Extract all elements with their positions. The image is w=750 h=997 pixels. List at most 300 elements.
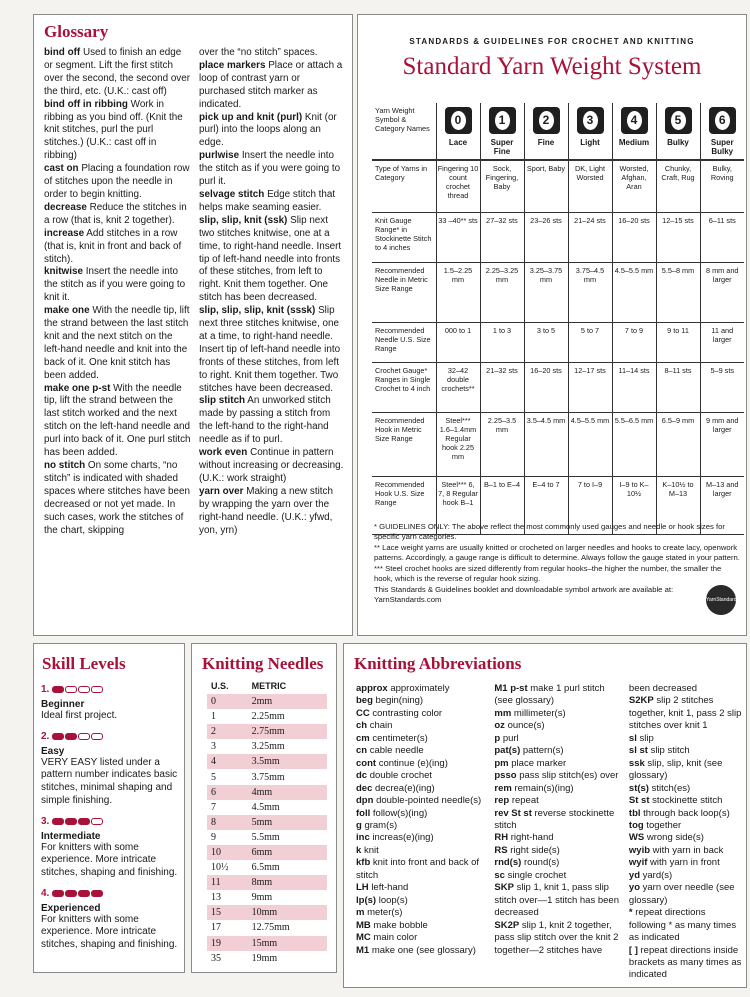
abbrev-column-3 — [629, 683, 744, 982]
abbreviation-entry — [494, 708, 623, 720]
skill-level — [41, 888, 181, 952]
yarn-supertitle: STANDARDS & GUIDELINES FOR CROCHET AND KNITTING — [409, 37, 695, 46]
needle-us-size: 13 — [211, 892, 221, 904]
abbreviation-code: psso — [494, 770, 517, 782]
needle-us-size: 10 — [207, 845, 248, 860]
abbreviation-code: rev St st — [494, 807, 532, 819]
yarn-cell: 5 to 7 — [568, 322, 612, 362]
meter-bar-filled — [78, 890, 90, 897]
yarn-cell: 16–20 sts — [612, 212, 656, 262]
abbreviation-code: sl — [628, 732, 637, 744]
abbreviation-entry — [356, 783, 488, 795]
yarn-category-1 — [480, 103, 524, 160]
abbreviation-entry — [629, 783, 744, 795]
abbreviation-entry — [629, 795, 744, 807]
yarn-row-label: Type of Yarns in Category — [372, 160, 436, 212]
yarn-cell: M–13 and larger — [700, 476, 744, 534]
yarn-cell: Sock, Fingering, Baby — [480, 160, 524, 212]
needle-metric-size: 3.25mm — [251, 741, 285, 753]
abbreviation-entry — [356, 720, 488, 732]
glossary-definition: Insert the needle into the stitch as if you were going to purl it. — [199, 150, 341, 188]
abbreviation-code: * — [628, 907, 633, 919]
glossary-definition: Placing a foundation row of stitches upon the needle in order to begin knitting. — [44, 163, 190, 200]
yarn-cell: 4.5–5.5 mm — [612, 262, 656, 322]
abbreviation-code: cm — [356, 732, 370, 744]
yarn-weight-icon — [577, 107, 604, 134]
abbreviation-meaning: stitch(es) — [651, 782, 691, 794]
abbreviation-entry — [629, 683, 744, 695]
yarn-cell: 8–11 sts — [656, 362, 700, 412]
yarn-category-name: Super Fine — [490, 138, 514, 156]
yarn-cell: 1.5–2.25 mm — [436, 262, 480, 322]
glossary-entry — [44, 305, 191, 382]
yarn-category-name: Medium — [618, 138, 650, 147]
abbreviation-code: RH — [494, 832, 509, 844]
abbreviation-meaning: slip — [639, 732, 654, 744]
needle-metric-size: 2.25mm — [251, 711, 285, 723]
yarn-category-4 — [612, 103, 656, 160]
meter-bar-empty — [78, 686, 90, 693]
abbreviation-meaning: place marker — [511, 757, 567, 769]
skill-title: Skill Levels — [42, 654, 126, 673]
abbreviation-entry — [629, 745, 744, 757]
yarn-cell: Chunky, Craft, Rug — [656, 160, 700, 212]
yarn-row — [372, 322, 744, 362]
abbreviation-entry — [356, 733, 488, 745]
abbreviation-entry — [494, 770, 623, 782]
abbreviation-meaning: wrong side(s) — [646, 832, 704, 844]
needle-metric-size: 10mm — [248, 905, 327, 920]
glossary-term: make one p-st — [44, 382, 111, 394]
yarn-cell: I–9 to K–10½ — [612, 476, 656, 534]
yarn-row — [372, 160, 744, 212]
yarn-row — [372, 362, 744, 412]
abbreviation-meaning: contrasting color — [372, 707, 443, 719]
glossary-entry — [44, 47, 191, 99]
abbreviation-code: ssk — [628, 757, 645, 769]
glossary-entry — [44, 202, 191, 228]
yarn-note: ** Lace weight yarns are usually knitted or crocheted on larger needles and hooks to create lacy, openwork patterns. Accordingly, a gauge range is difficult to determine. Always follow the gauge stated in your pattern. — [374, 543, 740, 562]
yarn-cell: 2.25–3.5 mm — [480, 412, 524, 476]
yarn-category-name: Lace — [448, 138, 468, 147]
meter-bar-filled — [52, 733, 64, 740]
needles-col-metric: METRIC — [251, 681, 287, 691]
abbreviation-meaning: single crochet — [507, 869, 567, 881]
needle-row — [207, 709, 327, 724]
yarn-category-name: Fine — [537, 138, 555, 147]
abbreviation-meaning: pass slip stitch(es) over — [519, 770, 619, 782]
meter-bar-filled — [52, 686, 64, 693]
abbreviation-code: sl st — [628, 745, 648, 757]
abbreviation-meaning: continue (e)(ing) — [378, 757, 448, 769]
glossary-term: slip, slip, slip, knit (sssk) — [199, 305, 316, 317]
abbreviation-code: ch — [356, 720, 368, 732]
abbreviation-entry — [356, 745, 488, 757]
glossary-column-2 — [199, 47, 346, 537]
abbreviation-code: CC — [356, 707, 370, 719]
abbreviation-code: st(s) — [628, 782, 649, 794]
glossary-entry — [44, 228, 191, 267]
abbreviation-meaning: repeat directions inside brackets as many times as indicated — [628, 944, 742, 981]
skill-level-number: 2. — [41, 730, 50, 742]
skill-level-name: Experienced — [41, 902, 101, 914]
abbreviation-entry — [629, 733, 744, 745]
abbreviation-code: cont — [356, 757, 377, 769]
needle-metric-size: 15mm — [248, 936, 327, 951]
abbreviation-entry — [356, 920, 488, 932]
abbreviation-code: cn — [356, 745, 368, 757]
glossary-term: no stitch — [44, 460, 86, 471]
yarn-category-2 — [524, 103, 568, 160]
yarn-cell: 32–42 double crochets** — [436, 362, 480, 412]
abbreviation-entry — [629, 945, 744, 982]
abbreviation-entry — [629, 870, 744, 882]
abbreviation-code: yo — [628, 882, 640, 894]
glossary-definition: Insert the needle into the stitch as if you were going to knit it. — [44, 266, 186, 304]
glossary-term: bind off in ribbing — [44, 98, 128, 110]
yarn-cell: 3.25–3.75 mm — [524, 262, 568, 322]
meter-bar-empty — [91, 818, 103, 825]
abbreviation-code: rep — [494, 795, 510, 807]
abbreviation-entry — [356, 832, 488, 844]
abbreviation-meaning: follow(s)(ing) — [372, 807, 428, 819]
abbreviation-code: lp(s) — [356, 894, 377, 906]
yarn-cell: Worsted, Afghan, Aran — [612, 160, 656, 212]
glossary-term: cast on — [44, 163, 79, 175]
needle-row — [207, 860, 327, 875]
abbreviation-code: kfb — [356, 857, 371, 869]
yarn-note: * GUIDELINES ONLY: The above reflect the most commonly used gauges and needle or hook sizes for specific yarn categories. — [374, 522, 725, 541]
needle-metric-size: 3.5mm — [248, 754, 327, 769]
abbreviation-code: foll — [356, 807, 371, 819]
yarn-cell: 6–11 sts — [700, 212, 744, 262]
skill-level-number: 4. — [41, 887, 50, 899]
needle-metric-size: 2mm — [248, 694, 327, 709]
abbreviation-meaning: through back loop(s) — [643, 807, 730, 819]
abbreviation-code: approx — [356, 683, 388, 694]
yarn-cell: Fingering 10 count crochet thread — [436, 160, 480, 212]
skill-level-header — [41, 731, 181, 742]
abbreviation-entry — [494, 808, 623, 833]
needles-table — [207, 681, 327, 966]
meter-bar-filled — [78, 818, 90, 825]
abbreviation-meaning: ounce(s) — [507, 720, 545, 732]
abbreviation-meaning: right-hand — [510, 832, 554, 844]
glossary-definition: Place or attach a loop of contrast yarn or purchased stitch marker as indicated. — [199, 59, 343, 110]
glossary-entry — [44, 383, 191, 460]
needle-row — [207, 845, 327, 860]
abbreviation-code: St st — [628, 795, 650, 807]
meter-bar-filled — [65, 818, 77, 825]
needle-metric-size: 4mm — [248, 785, 327, 800]
yarn-row — [372, 262, 744, 322]
abbreviation-code: beg — [356, 695, 373, 707]
needle-metric-size: 4.5mm — [251, 801, 280, 813]
needle-metric-size: 6mm — [248, 845, 327, 860]
glossary-definition: Continue in pattern without increasing or decreasing. (U.K.: work straight) — [199, 447, 344, 484]
glossary-definition: With the needle tip, lift the strand between the last stitch worked and the next stitch on the left-hand needle and purl into back of it. One purl stitch has been added. — [44, 382, 191, 459]
yarn-cell: 5.5–6.5 mm — [612, 412, 656, 476]
abbreviation-entry — [356, 820, 488, 832]
abbreviation-meaning: been decreased — [628, 683, 698, 694]
meter-bar-filled — [52, 818, 64, 825]
needle-row — [207, 724, 327, 739]
abbreviation-meaning: millimeter(s) — [513, 707, 566, 719]
abbreviation-entry — [356, 758, 488, 770]
needle-metric-size: 6.5mm — [251, 862, 280, 874]
yarn-cell: 6.5–9 mm — [656, 412, 700, 476]
abbreviation-meaning: increas(e)(ing) — [372, 832, 434, 844]
yarn-cell: DK, Light Worsted — [568, 160, 612, 212]
yarn-cell: 2.25–3.25 mm — [480, 262, 524, 322]
abbreviation-entry — [494, 870, 623, 882]
abbreviation-entry — [356, 907, 488, 919]
yarn-note: *** Steel crochet hooks are sized differently from regular hooks–the higher the number, the smaller the hook, which is the reverse of regular hook sizing. — [374, 564, 722, 583]
abbreviation-code: [ ] — [628, 944, 638, 956]
abbreviation-code: S2KP — [628, 695, 654, 707]
abbreviation-code: dpn — [356, 795, 374, 807]
yarn-cell: 3.5–4.5 mm — [524, 412, 568, 476]
skill-level-name: Easy — [41, 745, 65, 757]
yarn-cell: 21–24 sts — [568, 212, 612, 262]
abbreviation-code: LH — [356, 882, 369, 894]
yarn-standards-seal: YarnStandards — [706, 585, 736, 615]
yarn-weight-icon — [665, 107, 692, 134]
glossary-definition: Reduce the stitches in a row (that is, knit 2 together). — [44, 201, 187, 226]
abbreviation-meaning: meter(s) — [367, 907, 403, 919]
needle-us-size: 3 — [211, 741, 216, 753]
abbreviation-meaning: yard(s) — [642, 869, 673, 881]
skill-level-description: For knitters with some experience. More intricate stitches, shaping and finishing. — [41, 913, 178, 951]
yarn-weight-number: 2 — [539, 111, 554, 130]
skill-level-description: VERY EASY listed under a pattern number indicates basic stitches, minimal shaping and simple finishing. — [41, 756, 178, 806]
skill-level-meter — [52, 733, 103, 740]
glossary-definition: Slip next two stitches knitwise, one at a time, to right-hand needle. Insert tip of left-hand needle into fronts of these stitches, from left to right. Knit them together. One stitch has been decreased. — [199, 214, 342, 304]
yarn-weight-panel — [357, 14, 747, 636]
abbreviation-meaning: remain(s)(ing) — [514, 782, 574, 794]
glossary-term: knitwise — [44, 266, 83, 278]
yarn-notes — [374, 522, 742, 606]
abbreviation-code: tbl — [628, 807, 641, 819]
abbreviation-meaning: yarn over needle (see glossary) — [628, 882, 735, 906]
abbreviation-meaning: make bobble — [373, 919, 428, 931]
meter-bar-empty — [91, 686, 103, 693]
needle-row — [207, 875, 327, 890]
yarn-cell: 5.5–8 mm — [656, 262, 700, 322]
glossary-entry — [199, 447, 346, 486]
yarn-cell: 1 to 3 — [480, 322, 524, 362]
abbreviation-meaning: with yarn in front — [650, 857, 720, 869]
abbreviation-code: yd — [628, 869, 640, 881]
glossary-definition: Add stitches in a row (that is, knit in front and back of stitch). — [44, 227, 182, 265]
abbreviation-code: SKP — [494, 882, 514, 894]
glossary-term: selvage stitch — [199, 188, 265, 200]
abbreviation-meaning: together — [646, 819, 682, 831]
yarn-category-name: Super Bulky — [710, 138, 734, 156]
abbrev-title: Knitting Abbreviations — [354, 654, 522, 673]
skill-level-name: Beginner — [41, 699, 85, 710]
glossary-entry — [44, 163, 191, 202]
yarn-row-label: Crochet Gauge* Ranges in Single Crochet to 4 inch — [372, 362, 436, 412]
abbreviation-entry — [629, 857, 744, 869]
abbreviation-code: oz — [494, 720, 505, 732]
yarn-weight-icon — [489, 107, 516, 134]
glossary-term: make one — [44, 305, 90, 317]
needle-us-size: 1 — [211, 711, 216, 723]
abbreviation-code: inc — [356, 832, 370, 844]
abbreviation-code: wyif — [628, 857, 648, 869]
yarn-weight-number: 3 — [583, 111, 598, 130]
abbreviation-code: rem — [494, 782, 512, 794]
glossary-definition: Work in ribbing as you bind off. (Knit the knit stitches, purl the purl stitches.) (U.K.: cast off in ribbing) — [44, 98, 183, 162]
abbreviation-meaning: begin(ning) — [375, 695, 424, 707]
glossary-column-1 — [44, 47, 191, 537]
abbreviation-entry — [494, 882, 623, 919]
abbreviation-entry — [356, 882, 488, 894]
yarn-cell: 000 to 1 — [436, 322, 480, 362]
needle-row — [207, 830, 327, 845]
abbreviation-entry — [356, 895, 488, 907]
abbreviation-entry — [494, 832, 623, 844]
yarn-row-label: Recommended Hook in Metric Size Range — [372, 412, 436, 476]
glossary-entry — [199, 395, 346, 447]
needle-row — [207, 739, 327, 754]
glossary-entry — [199, 486, 346, 538]
abbreviation-meaning: slip 2 stitches together, knit 1, pass 2 slip stitches over knit 1 — [628, 695, 742, 732]
abbreviation-meaning: approximately — [390, 683, 450, 694]
glossary-term: work even — [199, 447, 248, 459]
abbreviation-entry — [356, 708, 488, 720]
abbreviation-entry — [494, 758, 623, 770]
skill-level — [41, 731, 181, 808]
yarn-cell: 9 mm and larger — [700, 412, 744, 476]
abbreviation-entry — [629, 820, 744, 832]
needle-metric-size: 3.75mm — [251, 771, 285, 783]
meter-bar-empty — [65, 686, 77, 693]
skill-level-header — [41, 816, 181, 827]
needle-row — [207, 936, 327, 951]
skill-level-meter — [52, 686, 103, 693]
abbreviation-meaning: double-pointed needle(s) — [376, 795, 482, 807]
abbreviation-entry — [494, 683, 623, 708]
abbreviation-entry — [494, 745, 623, 757]
abbreviation-meaning: slip 1, knit 1, pass slip stitch over—1 stitch has been decreased — [494, 882, 619, 919]
yarn-cell: 21–32 sts — [480, 362, 524, 412]
needle-row — [207, 785, 327, 800]
abbreviation-entry — [629, 832, 744, 844]
needle-metric-size: 5.5mm — [251, 831, 280, 843]
meter-bar-filled — [65, 890, 77, 897]
yarn-cell: B–1 to E–4 — [480, 476, 524, 534]
needle-us-size: 9 — [211, 831, 216, 843]
glossary-term: yarn over — [199, 485, 244, 497]
skill-level-header — [41, 684, 181, 695]
yarn-cell: 11–14 sts — [612, 362, 656, 412]
needle-us-size: 6 — [207, 785, 248, 800]
needle-metric-size: 9mm — [251, 892, 273, 904]
glossary-entry — [199, 189, 346, 215]
glossary-entry — [199, 150, 346, 189]
knitting-needles-panel — [191, 643, 337, 973]
abbreviation-code: MC — [356, 932, 371, 944]
yarn-cell: 9 to 11 — [656, 322, 700, 362]
abbreviation-entry — [494, 845, 623, 857]
glossary-entry — [199, 215, 346, 305]
needle-row — [207, 769, 327, 784]
meter-bar-filled — [52, 890, 64, 897]
glossary-term: purlwise — [199, 150, 240, 162]
yarn-row-label: Knit Gauge Range* in Stockinette Stitch to 4 inches — [372, 212, 436, 262]
glossary-term: pick up and knit (purl) — [199, 111, 303, 123]
needle-row — [207, 920, 327, 935]
yarn-cell: Sport, Baby — [524, 160, 568, 212]
yarn-category-name: Light — [580, 138, 600, 147]
abbreviation-entry — [494, 920, 623, 957]
glossary-panel — [33, 14, 353, 636]
yarn-category-name: Bulky — [667, 138, 689, 147]
abbreviation-entry — [356, 683, 488, 695]
yarn-row-label: Recommended Needle U.S. Size Range — [372, 322, 436, 362]
yarn-weight-table — [372, 103, 744, 535]
yarn-cell: E–4 to 7 — [524, 476, 568, 534]
abbreviation-entry — [356, 845, 488, 857]
yarn-weight-number: 4 — [627, 111, 642, 130]
skill-level-meter — [52, 890, 103, 897]
abbreviation-entry — [494, 795, 623, 807]
glossary-definition: With the needle tip, lift the strand between the last stitch knit and the next stitch on the left-hand needle and knit into the back of it. One knit stitch has been added. — [44, 305, 190, 381]
abbreviation-meaning: double crochet — [369, 770, 433, 782]
glossary-definition: Making a new stitch by wrapping the yarn over the right-hand needle. (U.K.: yfwd, yon, yrn) — [199, 485, 333, 536]
skill-level — [41, 816, 181, 880]
needle-us-size: 35 — [211, 952, 221, 964]
abbreviation-code: g — [356, 819, 362, 831]
abbreviation-entry — [494, 857, 623, 869]
abbreviation-meaning: slip stitch — [650, 745, 690, 757]
needle-us-size: 8 — [207, 815, 248, 830]
yarn-cell: Steel*** 6, 7, 8 Regular hook B–1 — [436, 476, 480, 534]
glossary-definition: over the “no stitch” spaces. — [199, 47, 318, 58]
needles-title: Knitting Needles — [202, 654, 324, 673]
yarn-cell: 4.5–5.5 mm — [568, 412, 612, 476]
yarn-cell: 27–32 sts — [480, 212, 524, 262]
skill-level-description: For knitters with some experience. More intricate stitches, shaping and finishing. — [41, 841, 178, 878]
abbrev-column-2 — [494, 683, 623, 982]
yarn-weight-icon — [445, 107, 472, 134]
abbreviation-code: mm — [494, 707, 512, 719]
glossary-definition: Used to finish an edge or segment. Lift the first stitch over the second, the second over the third, etc. (U.K.: cast off) — [44, 47, 191, 97]
skill-level-list — [41, 684, 181, 960]
needle-metric-size: 2.75mm — [248, 724, 327, 739]
needles-col-us: U.S. — [211, 681, 229, 691]
abbreviation-entry — [629, 845, 744, 857]
skill-level-meter — [52, 818, 103, 825]
meter-bar-empty — [91, 733, 103, 740]
abbreviation-code: dc — [356, 770, 368, 782]
yarn-cell: 12–17 sts — [568, 362, 612, 412]
needle-us-size: 15 — [207, 905, 248, 920]
yarn-cell: 16–20 sts — [524, 362, 568, 412]
yarn-weight-number: 5 — [671, 111, 686, 130]
yarn-weight-number: 6 — [715, 111, 730, 130]
yarn-row-label: Recommended Needle in Metric Size Range — [372, 262, 436, 322]
yarn-cell: 7 to I–9 — [568, 476, 612, 534]
yarn-header-row — [372, 103, 744, 160]
abbreviation-code: MB — [356, 919, 371, 931]
yarn-category-0 — [436, 103, 480, 160]
yarn-cell: 3 to 5 — [524, 322, 568, 362]
abbreviation-entry — [356, 695, 488, 707]
abbreviation-meaning: centimeter(s) — [372, 732, 428, 744]
